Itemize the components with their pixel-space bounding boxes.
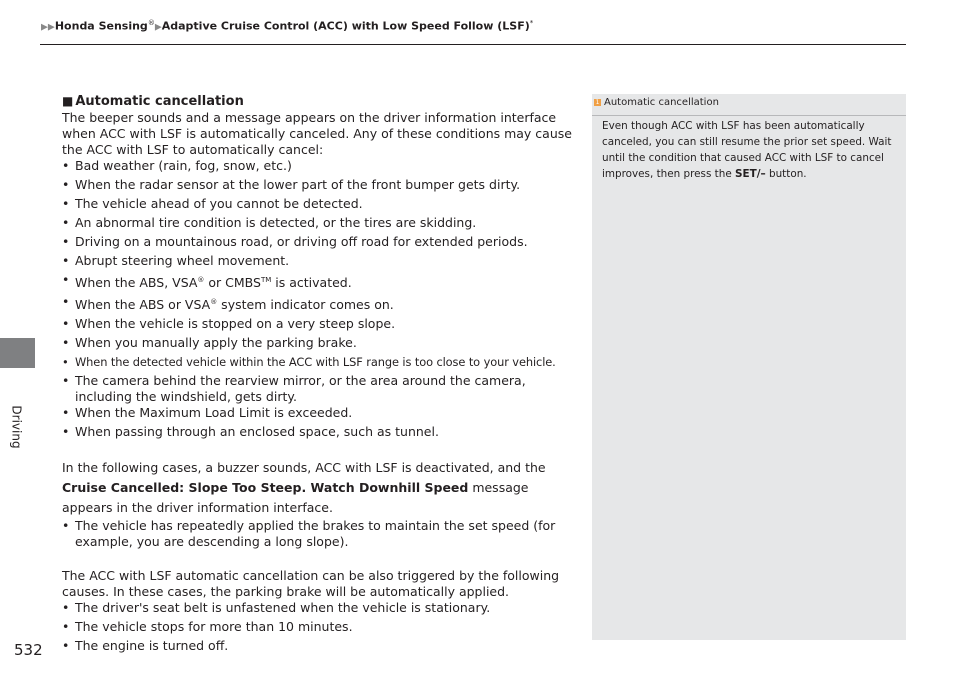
list-item: • The vehicle stops for more than 10 minutes. <box>62 619 353 635</box>
side-note-body: Even though ACC with LSF has been automatically canceled, you can still resume the prior set speed. Wait until the condition that caused ACC with LSF to cancel improves, then press the SET/– button. <box>602 120 892 180</box>
breadcrumb-honda-sensing[interactable]: Honda Sensing <box>54 19 148 33</box>
chevron-right-icon: ▶ <box>154 22 162 33</box>
page-number: 532 <box>14 641 43 659</box>
list-item: • When the ABS, VSA® or CMBS™ is activated. <box>62 272 352 291</box>
section-tab <box>0 338 35 368</box>
buzzer-paragraph: In the following cases, a buzzer sounds, ACC with LSF is deactivated, and the Cruise Cancelled: Slope Too Steep. Watch Downhill Speed message appears in the driver information interface. <box>62 460 546 516</box>
asterisk-mark: * <box>529 19 534 27</box>
breadcrumb <box>41 19 533 33</box>
list-item: • When the radar sensor at the lower part of the front bumper gets dirty. <box>62 177 521 192</box>
list-item: • When passing through an enclosed space, such as tunnel. <box>62 424 439 440</box>
list-item: • Driving on a mountainous road, or driving off road for extended periods. <box>62 234 528 249</box>
list-item: • The engine is turned off. <box>62 638 229 654</box>
section-heading-text: Automatic cancellation <box>75 94 244 109</box>
list-item: • When the Maximum Load Limit is exceeded. <box>62 405 353 421</box>
section-label-text: Driving <box>10 405 25 449</box>
list-item: • When you manually apply the parking brake. <box>62 335 357 351</box>
list-item: • Bad weather (rain, fog, snow, etc.) <box>62 158 292 173</box>
parking-paragraph: The ACC with LSF automatic cancellation can be also triggered by the following causes. In these cases, the parking brake will be automatically applied. <box>62 568 560 600</box>
list-item: • The vehicle has repeatedly applied the brakes to maintain the set speed (for example, you are descending a long slope). <box>62 518 556 550</box>
square-bullet-icon: ■ <box>62 94 74 108</box>
list-item: • The vehicle ahead of you cannot be detected. <box>62 196 363 211</box>
cancel-conditions-list <box>62 158 580 440</box>
section-label <box>4 392 30 462</box>
note-marker-icon: 1 <box>595 99 600 106</box>
registered-mark: ® <box>147 19 155 27</box>
side-note <box>592 94 906 640</box>
set-button-label: SET/– <box>735 168 766 180</box>
breadcrumb-acc-lsf[interactable]: Adaptive Cruise Control (ACC) with Low Speed Follow (LSF) <box>161 19 530 33</box>
list-item: • The camera behind the rearview mirror, or the area around the camera, including the windshield, gets dirty. <box>62 373 526 405</box>
buzzer-conditions-list <box>62 518 580 550</box>
side-note-rule <box>592 115 906 116</box>
list-item: • The driver's seat belt is unfastened when the vehicle is stationary. <box>62 600 491 616</box>
list-item: • An abnormal tire condition is detected, or the tires are skidding. <box>62 215 477 230</box>
side-note-title: 1 Automatic cancellation <box>595 97 719 108</box>
message-text: Cruise Cancelled: Slope Too Steep. Watch Downhill Speed <box>62 480 469 496</box>
chevron-right-icon: ▶▶ <box>41 22 55 33</box>
main-content <box>62 93 580 654</box>
list-item: • When the ABS or VSA® system indicator comes on. <box>62 294 394 313</box>
list-item: • When the detected vehicle within the ACC with LSF range is too close to your vehicle. <box>62 355 556 370</box>
list-item: • When the vehicle is stopped on a very steep slope. <box>62 316 396 332</box>
section-heading <box>62 93 580 110</box>
parking-conditions-list <box>62 600 580 654</box>
list-item: • Abrupt steering wheel movement. <box>62 253 290 268</box>
intro-paragraph: The beeper sounds and a message appears on the driver information interface when ACC with LSF is automatically canceled. Any of these conditions may cause the ACC with LSF to automatically cancel: <box>62 110 572 157</box>
header-rule <box>40 44 906 45</box>
